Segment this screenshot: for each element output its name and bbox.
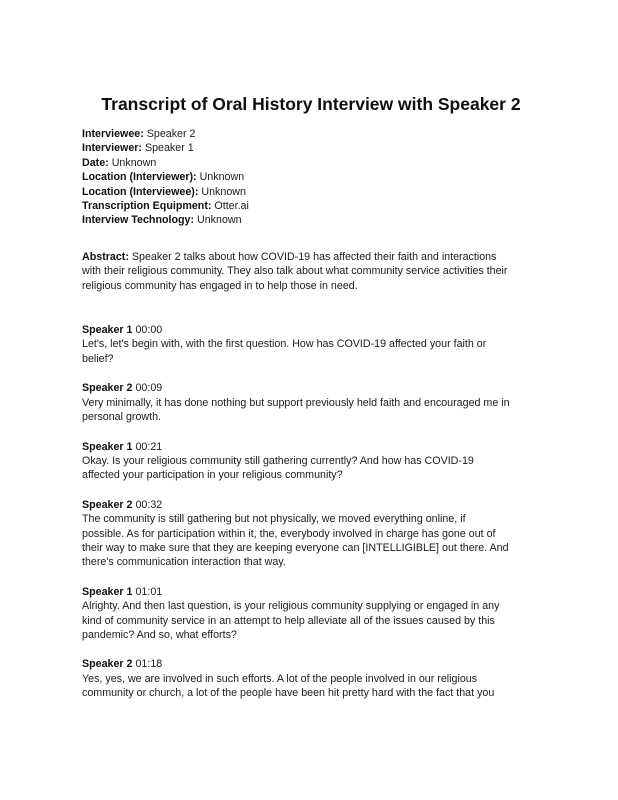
entry-heading	[82, 440, 540, 454]
metadata-value: Unknown	[196, 171, 245, 184]
dialogue-line: belief?	[82, 352, 114, 365]
dialogue-line: possible. As for participation within it, the, everybody involved in charge has gone out of	[82, 527, 496, 540]
speaker-name: Speaker 1	[82, 324, 133, 337]
timestamp: 00:00	[132, 324, 163, 337]
entry-heading	[82, 657, 540, 671]
speaker-name: Speaker 2	[82, 498, 133, 511]
metadata-row	[82, 199, 540, 213]
speaker-name: Speaker 1	[82, 440, 133, 453]
speaker-name: Speaker 2	[82, 658, 133, 671]
metadata-value: Unknown	[194, 214, 242, 227]
entry-heading	[82, 323, 540, 337]
metadata-block	[82, 127, 540, 228]
metadata-value: Otter.ai	[211, 200, 249, 213]
transcript	[82, 323, 540, 701]
metadata-row	[82, 141, 540, 155]
dialogue-line: pandemic? And so, what efforts?	[82, 628, 237, 641]
transcript-entry	[82, 381, 540, 424]
transcript-entry	[82, 585, 540, 643]
transcript-entry	[82, 498, 540, 570]
metadata-label: Date:	[82, 156, 109, 169]
page-title: Transcript of Oral History Interview with Speaker 2	[101, 94, 521, 114]
metadata-value: Speaker 1	[142, 142, 194, 155]
metadata-label: Location (Interviewee):	[82, 185, 199, 198]
entry-heading	[82, 381, 540, 395]
timestamp: 00:32	[132, 498, 163, 511]
dialogue-line: Okay. Is your religious community still gathering currently? And how has COVID-19	[82, 454, 474, 467]
dialogue-line: there's communication interaction that way.	[82, 556, 286, 569]
entry-heading	[82, 498, 540, 512]
timestamp: 00:21	[132, 440, 163, 453]
dialogue-line: Let's, let's begin with, with the first question. How has COVID-19 affected your faith or	[82, 338, 487, 351]
dialogue-line: Alrighty. And then last question, is your religious community supplying or engaged in any	[82, 600, 500, 613]
dialogue-line: Very minimally, it has done nothing but support previously held faith and encouraged me in	[82, 396, 510, 409]
transcript-entry	[82, 440, 540, 483]
metadata-label: Location (Interviewer):	[82, 171, 197, 184]
dialogue-line: personal growth.	[82, 411, 162, 424]
metadata-row	[82, 185, 540, 199]
metadata-value: Unknown	[198, 185, 246, 198]
dialogue-line: kind of community service in an attempt to help alleviate all of the issues caused by this	[82, 614, 495, 627]
abstract-line: with their religious community. They also talk about what community service activities their	[82, 265, 508, 278]
abstract-line: religious community has engaged in to help those in need.	[82, 279, 358, 292]
entry-heading	[82, 585, 540, 599]
metadata-label: Interviewer:	[82, 142, 142, 155]
dialogue-line: The community is still gathering but not physically, we moved everything online, if	[82, 513, 466, 526]
dialogue-line: their way to make sure that they are keeping everyone can [INTELLIGIBLE] out there. And	[82, 541, 509, 554]
metadata-value: Speaker 2	[143, 128, 196, 140]
metadata-label: Transcription Equipment:	[82, 200, 212, 213]
speaker-name: Speaker 2	[82, 382, 133, 395]
timestamp: 00:09	[132, 382, 163, 395]
dialogue-line: affected your participation in your religious community?	[82, 469, 343, 482]
transcript-entry	[82, 323, 540, 366]
abstract-label: Abstract:	[82, 250, 129, 263]
metadata-label: Interview Technology:	[82, 214, 195, 227]
metadata-value: Unknown	[108, 156, 157, 169]
timestamp: 01:01	[132, 585, 163, 598]
dialogue-line: community or church, a lot of the people have been hit pretty hard with the fact that you	[82, 687, 495, 700]
metadata-row	[82, 170, 540, 184]
speaker-name: Speaker 1	[82, 585, 133, 598]
metadata-row	[82, 127, 540, 141]
abstract	[82, 250, 540, 293]
dialogue-line: Yes, yes, we are involved in such efforts. A lot of the people involved in our religious	[82, 672, 478, 685]
transcript-entry	[82, 657, 540, 700]
metadata-row	[82, 213, 540, 227]
abstract-line: Abstract: Speaker 2 talks about how COVID-19 has affected their faith and interactions	[82, 250, 497, 263]
timestamp: 01:18	[132, 658, 163, 671]
metadata-row	[82, 156, 540, 170]
metadata-label: Interviewee:	[82, 128, 144, 140]
